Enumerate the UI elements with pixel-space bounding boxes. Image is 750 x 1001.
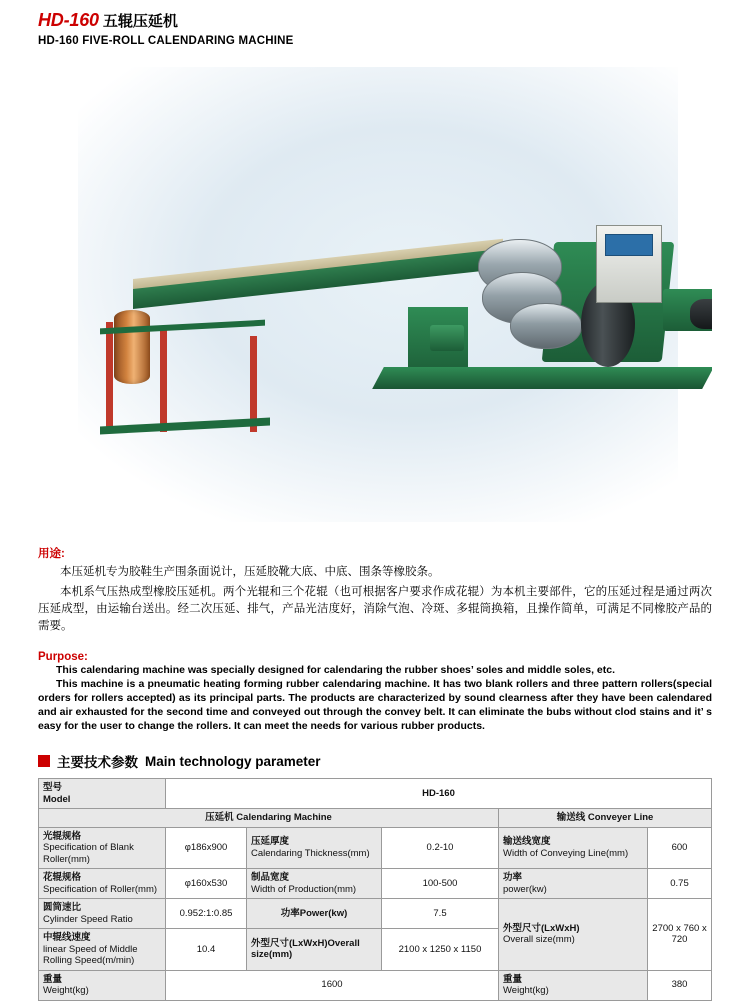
left-row-3-label-cn: 中辊线速度 xyxy=(43,932,91,943)
right-row-0-value: 600 xyxy=(648,827,712,869)
right-row-2-label-en: Overall size(mm) xyxy=(503,934,575,946)
weight-left-label xyxy=(39,970,166,1000)
spec-label-cell xyxy=(247,827,382,869)
mid-row-2-label: 功率Power(kw) xyxy=(247,899,382,929)
model-value-cell: HD-160 xyxy=(166,779,712,809)
usage-paragraph-2: 本机系气压热成型橡胶压延机。两个光辊和三个花辊（也可根据客户要求作成花辊）为本机主要部件，它的压延过程是通过两次压延成型，由运输台送出。经二次压延、排气，产品光洁度好，消除气泡、冷斑、多辊筒换箱，且操作简单，可满足不同橡胶产品的需要。 xyxy=(38,586,712,632)
control-cabinet xyxy=(596,225,662,303)
model-label-cell xyxy=(39,779,166,809)
purpose-paragraph-2: This machine is a pneumatic heating forming rubber calendaring machine. It has two blank rollers and three pattern rollers(special orders for rollers accepted) as its principal parts. The products are characterized by sound clearness after they have been calendared and air exhausted for the second time and conveyed out through the convey belt. It can eliminate the bubs without clod stains and it’ s easy for the user to change the rollers. It can meet the needs for various rubber products. xyxy=(38,678,712,732)
group-left-header xyxy=(39,809,499,828)
weight-right-label xyxy=(499,970,648,1000)
square-bullet-icon xyxy=(38,755,50,767)
weight-right-label-cn: 重量 xyxy=(503,973,523,985)
mid-row-3-value: 2100 x 1250 x 1150 xyxy=(382,929,499,971)
group-right-cn: 输送线 xyxy=(556,812,586,823)
parameter-heading-chinese: 主要技术参数 xyxy=(57,755,138,770)
group-right-en: Conveyer Line xyxy=(587,812,654,823)
group-left-en: Calendaring Machine xyxy=(236,812,332,823)
right-row-1-label-cn: 功率 xyxy=(503,872,523,883)
left-row-2-label-en: Cylinder Speed Ratio xyxy=(43,913,133,925)
mid-row-3-label: 外型尺寸(LxWxH)Overall size(mm) xyxy=(247,929,382,971)
table-row xyxy=(39,970,712,1000)
product-photo-image xyxy=(78,67,678,522)
weight-left-label-cn: 重量 xyxy=(43,973,63,985)
left-row-2-label-cn: 圆筒速比 xyxy=(43,902,82,913)
usage-label-chinese: 用途: xyxy=(38,548,65,560)
frame-leg xyxy=(160,328,167,432)
left-row-2-value: 0.952:1:0.85 xyxy=(166,899,247,929)
product-photo xyxy=(38,61,712,529)
left-row-0-value: φ186x900 xyxy=(166,827,247,869)
page-header xyxy=(38,0,712,47)
table-row xyxy=(39,779,712,809)
mid-row-1-label-cn: 制品宽度 xyxy=(251,872,290,883)
weight-right-label-en: Weight(kg) xyxy=(503,985,549,996)
mid-row-0-label-en: Calendaring Thickness(mm) xyxy=(251,847,370,859)
model-label-en: Model xyxy=(43,793,71,805)
product-model-title: HD-160 xyxy=(38,10,99,30)
usage-paragraph-1: 本压延机专为胶鞋生产围条面说计，压延胶靴大底、中底、围条等橡胶条。 xyxy=(60,566,440,578)
group-right-header xyxy=(499,809,712,828)
left-row-1-label-cn: 花辊规格 xyxy=(43,872,82,883)
weight-left-value: 1600 xyxy=(166,970,499,1000)
right-row-1-value: 0.75 xyxy=(648,869,712,899)
left-row-3-value: 10.4 xyxy=(166,929,247,971)
left-row-0-label-en: Specification of Blank Roller(mm) xyxy=(43,842,134,865)
right-row-0-label-cn: 输送线宽度 xyxy=(503,836,551,848)
left-row-1-value: φ160x530 xyxy=(166,869,247,899)
mid-row-2-value: 7.5 xyxy=(382,899,499,929)
mid-row-0-label-cn: 压延厚度 xyxy=(251,836,290,848)
frame-base-rail xyxy=(100,418,270,435)
drive-motor-small xyxy=(430,325,464,351)
spec-label-cell xyxy=(499,869,648,899)
parameter-heading-english: Main technology parameter xyxy=(145,753,321,769)
weight-left-label-en: Weight(kg) xyxy=(43,985,89,996)
table-row xyxy=(39,899,712,929)
table-row xyxy=(39,809,712,828)
table-row xyxy=(39,827,712,869)
left-row-0-label-cn: 光辊规格 xyxy=(43,830,82,842)
spec-label-cell xyxy=(39,899,166,929)
product-title-english: HD-160 FIVE-ROLL CALENDARING MACHINE xyxy=(38,35,294,47)
right-row-1-label-en: power(kw) xyxy=(503,883,547,895)
right-row-0-label-en: Width of Conveying Line(mm) xyxy=(503,847,629,859)
product-title-chinese: 五辊压延机 xyxy=(102,13,178,30)
purpose-paragraph-1: This calendaring machine was specially designed for calendaring the rubber shoes’ soles and middle soles, etc. xyxy=(56,664,616,676)
weight-right-value: 380 xyxy=(648,970,712,1000)
spec-label-cell xyxy=(39,929,166,971)
spec-label-cell xyxy=(499,899,648,971)
control-panel-screen xyxy=(605,234,653,256)
mid-row-1-value: 100-500 xyxy=(382,869,499,899)
conveyor-support-frame xyxy=(100,322,270,432)
frame-top-rail xyxy=(100,320,265,335)
right-row-2-label-cn: 外型尺寸(LxWxH) xyxy=(503,922,580,934)
motor-housing xyxy=(690,299,712,329)
table-row xyxy=(39,869,712,899)
group-left-cn: 压延机 xyxy=(205,812,234,823)
spec-label-cell xyxy=(247,869,382,899)
right-row-2-value: 2700 x 760 x 720 xyxy=(648,899,712,971)
spec-label-cell xyxy=(39,869,166,899)
mid-row-0-value: 0.2-10 xyxy=(382,827,499,869)
parameter-section-heading xyxy=(38,751,712,771)
frame-leg xyxy=(106,322,113,430)
roller-drum-lower xyxy=(510,303,582,349)
model-label-cn: 型号 xyxy=(43,782,63,793)
machine-base-plate xyxy=(372,367,712,389)
spec-label-cell xyxy=(499,827,648,869)
spec-label-cell xyxy=(39,827,166,869)
mid-row-1-label-en: Width of Production(mm) xyxy=(251,883,357,895)
left-row-1-label-en: Specification of Roller(mm) xyxy=(43,883,158,895)
page-title xyxy=(38,10,712,32)
specification-table xyxy=(38,778,712,1001)
purpose-label-english: Purpose: xyxy=(38,651,88,663)
left-row-3-label-en: linear Speed of Middle Rolling Speed(m/min) xyxy=(43,943,138,966)
